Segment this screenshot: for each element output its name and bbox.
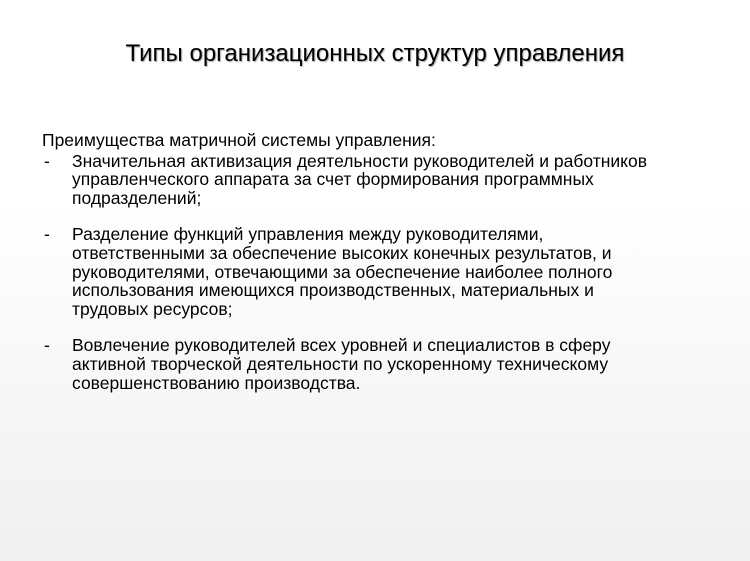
list-item-line: совершенствованию производства. bbox=[72, 372, 361, 393]
list-item-line: Значительная активизация деятельности руководителей и работников bbox=[72, 150, 648, 171]
list-item-text bbox=[72, 225, 712, 318]
list-item-line: ответственными за обеспечение высоких конечных результатов, и bbox=[72, 242, 612, 263]
list-item-line: руководителями, отвечающими за обеспечение наиболее полного bbox=[72, 261, 613, 282]
slide-content bbox=[42, 131, 712, 392]
advantages-list bbox=[42, 152, 712, 393]
list-item-line: использования имеющихся производственных, материальных и bbox=[72, 280, 594, 301]
list-item-line: активной творческой деятельности по ускоренному техническому bbox=[72, 353, 609, 374]
list-item bbox=[42, 225, 712, 318]
list-item-line: подразделений; bbox=[72, 187, 202, 208]
list-item bbox=[42, 152, 712, 208]
slide-title: Типы организационных структур управления bbox=[125, 40, 625, 67]
bullet-dash: - bbox=[44, 150, 50, 171]
advantages-heading: Преимущества матричной системы управления: bbox=[42, 130, 436, 150]
list-item-text bbox=[72, 152, 712, 208]
list-item-line: управленческого аппарата за счет формирования программных bbox=[72, 169, 594, 190]
list-item bbox=[42, 336, 712, 392]
bullet-dash: - bbox=[44, 224, 50, 245]
bullet-dash: - bbox=[44, 335, 50, 356]
list-item-line: Разделение функций управления между руководителями, bbox=[72, 224, 544, 245]
list-item-text bbox=[72, 336, 712, 392]
list-item-line: трудовых ресурсов; bbox=[72, 298, 233, 319]
list-item-line: Вовлечение руководителей всех уровней и специалистов в сферу bbox=[72, 335, 611, 356]
